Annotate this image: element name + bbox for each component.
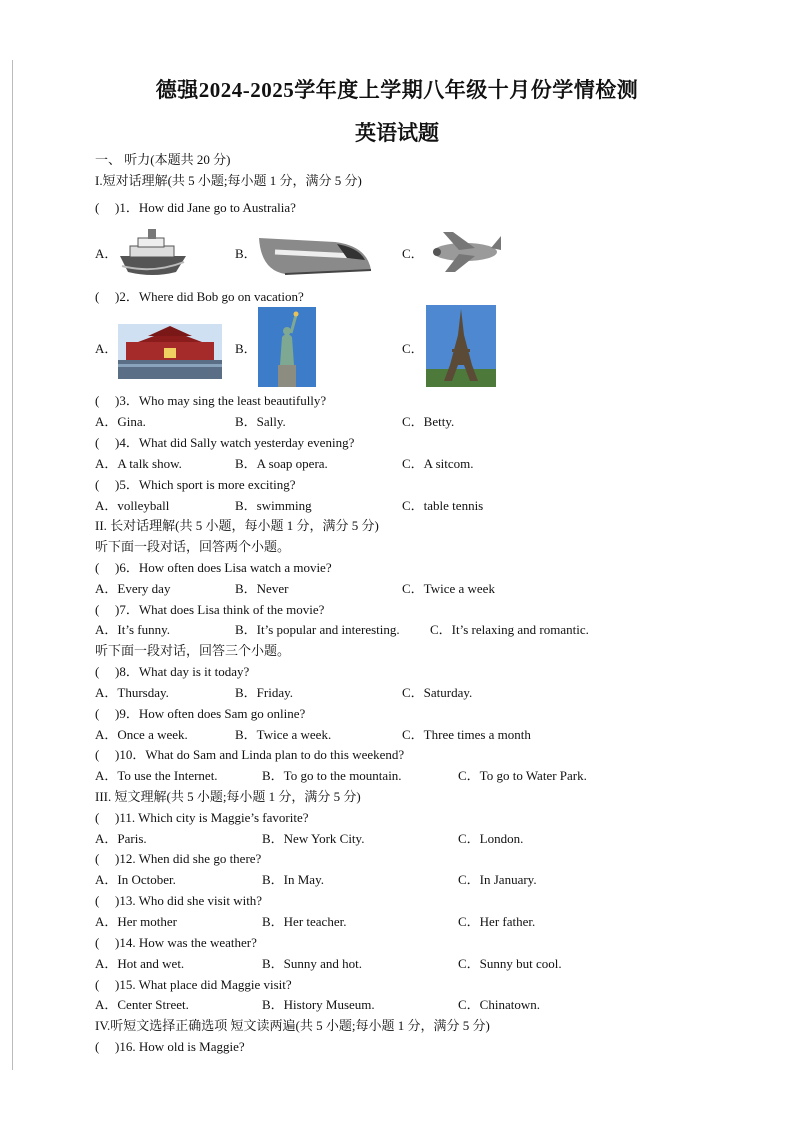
question-4 [95, 435, 354, 451]
answer-paren: ( [95, 289, 100, 304]
statue-of-liberty-image [258, 307, 316, 387]
instruction-three-questions: 听下面一段对话，回答三个小题。 [95, 643, 291, 658]
question-3 [95, 393, 326, 409]
q1-option-c: C． [402, 246, 424, 261]
answer-paren: ( [95, 200, 100, 215]
question-6 [95, 560, 332, 576]
q8-option-b: B．Friday. [235, 685, 294, 700]
answer-paren: ( [95, 435, 100, 450]
eiffel-tower-image [426, 305, 496, 387]
question-text: )14. How was the weather? [115, 935, 257, 950]
q7-option-b: B．It’s popular and interesting. [235, 622, 400, 637]
q5-option-b: B．swimming [235, 498, 312, 513]
q6-option-c: C．Twice a week [402, 581, 495, 596]
question-text: )3．Who may sing the least beautifully? [115, 393, 327, 408]
question-8 [95, 664, 249, 680]
q12-option-a: A．In October. [95, 872, 176, 887]
q3-option-a: A．Gina. [95, 414, 146, 429]
question-text: )1．How did Jane go to Australia? [115, 200, 296, 215]
q11-option-a: A．Paris. [95, 831, 147, 846]
question-text: )11. Which city is Maggie’s favorite? [115, 810, 309, 825]
answer-paren: ( [95, 810, 100, 825]
page-edge-line [12, 60, 13, 1070]
question-16 [95, 1039, 245, 1055]
question-text: )12. When did she go there? [115, 851, 262, 866]
q7-option-c: C．It’s relaxing and romantic. [430, 622, 589, 637]
airplane-image [425, 228, 503, 276]
train-image [255, 230, 375, 280]
answer-paren: ( [95, 1039, 100, 1054]
q13-option-a: A．Her mother [95, 914, 177, 929]
answer-paren: ( [95, 393, 100, 408]
exam-subtitle: 英语试题 [355, 121, 439, 145]
question-text: )10．What do Sam and Linda plan to do this weekend? [115, 747, 405, 762]
answer-paren: ( [95, 977, 100, 992]
part1-heading: I.短对话理解(共 5 小题;每小题 1 分，满分 5 分) [95, 173, 362, 188]
instruction-two-questions: 听下面一段对话，回答两个小题。 [95, 539, 291, 554]
q3-option-b: B．Sally. [235, 414, 286, 429]
q9-option-b: B．Twice a week. [235, 727, 332, 742]
question-12 [95, 851, 261, 867]
q10-option-a: A．To use the Internet. [95, 768, 218, 783]
answer-paren: ( [95, 935, 100, 950]
question-2 [95, 289, 304, 305]
section-heading-listening: 一、 听力(本题共 20 分) [95, 152, 231, 167]
tiananmen-image [118, 324, 222, 379]
part2-heading: II. 长对话理解(共 5 小题，每小题 1 分，满分 5 分) [95, 518, 379, 533]
question-9 [95, 706, 305, 722]
question-1 [95, 200, 296, 216]
q14-option-b: B．Sunny and hot. [262, 956, 363, 971]
q2-option-a: A． [95, 341, 118, 356]
q9-option-a: A．Once a week. [95, 727, 188, 742]
q8-option-a: A．Thursday. [95, 685, 169, 700]
answer-paren: ( [95, 477, 100, 492]
answer-paren: ( [95, 664, 100, 679]
q4-option-a: A．A talk show. [95, 456, 182, 471]
q11-option-c: C．London. [458, 831, 524, 846]
q7-option-a: A．It’s funny. [95, 622, 170, 637]
question-11 [95, 810, 309, 826]
q11-option-b: B．New York City. [262, 831, 365, 846]
q6-option-b: B．Never [235, 581, 289, 596]
q12-option-c: C．In January. [458, 872, 537, 887]
q1-option-b: B． [235, 246, 257, 261]
q15-option-c: C．Chinatown. [458, 997, 540, 1012]
answer-paren: ( [95, 893, 100, 908]
question-text: )6．How often does Lisa watch a movie? [115, 560, 332, 575]
question-7 [95, 602, 324, 618]
question-text: )13. Who did she visit with? [115, 893, 263, 908]
answer-paren: ( [95, 706, 100, 721]
answer-paren: ( [95, 602, 100, 617]
q2-option-c: C． [402, 341, 424, 356]
q10-option-b: B．To go to the mountain. [262, 768, 402, 783]
question-text: )16. How old is Maggie? [115, 1039, 245, 1054]
q2-option-b: B． [235, 341, 257, 356]
q10-option-c: C．To go to Water Park. [458, 768, 587, 783]
question-13 [95, 893, 262, 909]
question-text: )8．What day is it today? [115, 664, 250, 679]
q14-option-c: C．Sunny but cool. [458, 956, 562, 971]
answer-paren: ( [95, 560, 100, 575]
q9-option-c: C．Three times a month [402, 727, 531, 742]
q8-option-c: C．Saturday. [402, 685, 473, 700]
q1-option-a: A． [95, 246, 118, 261]
question-text: )15. What place did Maggie visit? [115, 977, 292, 992]
q6-option-a: A．Every day [95, 581, 171, 596]
question-text: )7．What does Lisa think of the movie? [115, 602, 325, 617]
answer-paren: ( [95, 851, 100, 866]
q12-option-b: B．In May. [262, 872, 324, 887]
q5-option-c: C．table tennis [402, 498, 484, 513]
q4-option-c: C．A sitcom. [402, 456, 474, 471]
q5-option-a: A．volleyball [95, 498, 170, 513]
question-14 [95, 935, 257, 951]
q4-option-b: B．A soap opera. [235, 456, 328, 471]
question-text: )4．What did Sally watch yesterday evening? [115, 435, 355, 450]
q15-option-a: A．Center Street. [95, 997, 189, 1012]
answer-paren: ( [95, 747, 100, 762]
q13-option-b: B．Her teacher. [262, 914, 347, 929]
q15-option-b: B．History Museum. [262, 997, 375, 1012]
ship-image [118, 226, 188, 278]
question-text: )9．How often does Sam go online? [115, 706, 306, 721]
q3-option-c: C．Betty. [402, 414, 455, 429]
question-5 [95, 477, 296, 493]
q13-option-c: C．Her father. [458, 914, 536, 929]
question-15 [95, 977, 292, 993]
question-text: )2．Where did Bob go on vacation? [115, 289, 304, 304]
exam-title: 德强2024-2025学年度上学期八年级十月份学情检测 [155, 78, 639, 102]
question-text: )5．Which sport is more exciting? [115, 477, 296, 492]
part4-heading: IV.听短文选择正确选项 短文读两遍(共 5 小题;每小题 1 分，满分 5 分) [95, 1018, 490, 1033]
q14-option-a: A．Hot and wet. [95, 956, 185, 971]
part3-heading: III. 短文理解(共 5 小题;每小题 1 分，满分 5 分) [95, 789, 361, 804]
question-10 [95, 747, 404, 763]
